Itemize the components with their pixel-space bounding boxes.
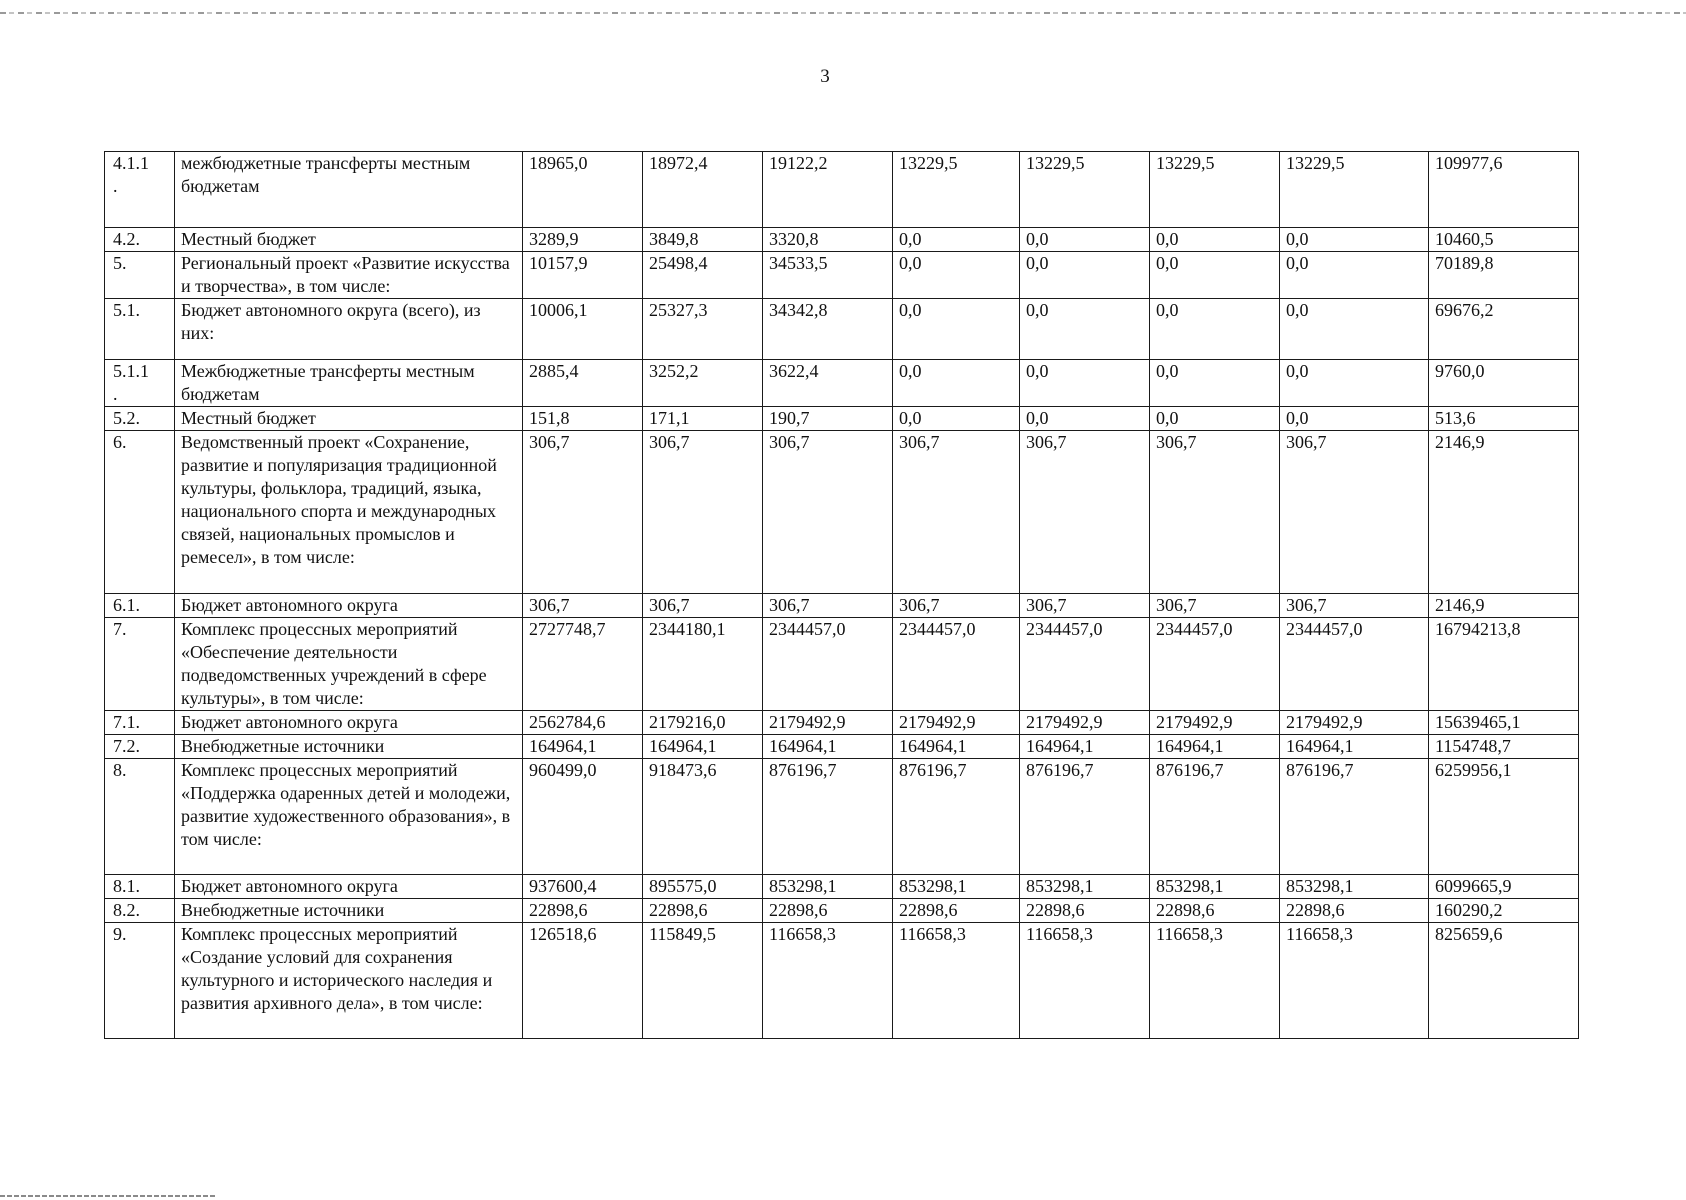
- value-cell: 116658,3: [1150, 923, 1280, 1039]
- row-name-cell: Комплекс процессных мероприятий «Обеспечение деятельности подведомственных учреждений в сфере культуры», в том числе:: [175, 618, 523, 711]
- value-cell: 2179492,9: [1020, 711, 1150, 735]
- row-name-cell: Ведомственный проект «Сохранение, развитие и популяризация традиционной культуры, фольклора, традиций, языка, национального спорта и международных связей, национальных промыслов и ремесел», в том числе:: [175, 431, 523, 594]
- value-cell: 190,7: [763, 407, 893, 431]
- row-name-cell: Межбюджетные трансферты местным бюджетам: [175, 360, 523, 407]
- value-cell: 22898,6: [1280, 899, 1429, 923]
- table-row: [105, 594, 1579, 618]
- row-total-cell: 2146,9: [1429, 431, 1579, 594]
- value-cell: 22898,6: [763, 899, 893, 923]
- value-cell: 2179492,9: [893, 711, 1020, 735]
- value-cell: 115849,5: [643, 923, 763, 1039]
- value-cell: 306,7: [893, 594, 1020, 618]
- budget-table: [104, 151, 1579, 1039]
- value-cell: 853298,1: [763, 875, 893, 899]
- value-cell: 2562784,6: [523, 711, 643, 735]
- row-number-cell: 4.2.: [105, 228, 175, 252]
- scan-edge-top: [0, 12, 1686, 14]
- value-cell: 164964,1: [893, 735, 1020, 759]
- row-number-cell: 7.2.: [105, 735, 175, 759]
- row-total-cell: 2146,9: [1429, 594, 1579, 618]
- table-row: [105, 711, 1579, 735]
- row-number-cell: 8.1.: [105, 875, 175, 899]
- value-cell: 3849,8: [643, 228, 763, 252]
- value-cell: 306,7: [1280, 431, 1429, 594]
- value-cell: 164964,1: [1280, 735, 1429, 759]
- table-row: [105, 923, 1579, 1039]
- row-name-cell: Комплекс процессных мероприятий «Поддержка одаренных детей и молодежи, развитие художественного образования», в том числе:: [175, 759, 523, 875]
- row-number-cell: 4.1.1 .: [105, 152, 175, 228]
- value-cell: 2344457,0: [763, 618, 893, 711]
- value-cell: 876196,7: [1020, 759, 1150, 875]
- table-row: [105, 299, 1579, 360]
- value-cell: 853298,1: [1020, 875, 1150, 899]
- value-cell: 895575,0: [643, 875, 763, 899]
- row-total-cell: 15639465,1: [1429, 711, 1579, 735]
- value-cell: 306,7: [643, 431, 763, 594]
- value-cell: 19122,2: [763, 152, 893, 228]
- row-number-cell: 7.: [105, 618, 175, 711]
- value-cell: 13229,5: [893, 152, 1020, 228]
- table-row: [105, 875, 1579, 899]
- value-cell: 22898,6: [1150, 899, 1280, 923]
- value-cell: 2179216,0: [643, 711, 763, 735]
- value-cell: 2344457,0: [1020, 618, 1150, 711]
- value-cell: 0,0: [893, 360, 1020, 407]
- row-name-cell: Местный бюджет: [175, 228, 523, 252]
- table-row: [105, 228, 1579, 252]
- value-cell: 13229,5: [1150, 152, 1280, 228]
- value-cell: 0,0: [893, 228, 1020, 252]
- value-cell: 306,7: [643, 594, 763, 618]
- row-number-cell: 8.: [105, 759, 175, 875]
- table-row: [105, 360, 1579, 407]
- value-cell: 0,0: [1150, 228, 1280, 252]
- value-cell: 2179492,9: [1150, 711, 1280, 735]
- row-name-cell: межбюджетные трансферты местным бюджетам: [175, 152, 523, 228]
- table-row: [105, 735, 1579, 759]
- value-cell: 306,7: [763, 431, 893, 594]
- value-cell: 13229,5: [1280, 152, 1429, 228]
- table-row: [105, 152, 1579, 228]
- row-number-cell: 9.: [105, 923, 175, 1039]
- row-total-cell: 513,6: [1429, 407, 1579, 431]
- value-cell: 306,7: [763, 594, 893, 618]
- value-cell: 22898,6: [643, 899, 763, 923]
- table-row: [105, 618, 1579, 711]
- value-cell: 18965,0: [523, 152, 643, 228]
- value-cell: 853298,1: [1280, 875, 1429, 899]
- value-cell: 2344457,0: [1150, 618, 1280, 711]
- value-cell: 0,0: [1280, 299, 1429, 360]
- value-cell: 2344457,0: [893, 618, 1020, 711]
- value-cell: 876196,7: [763, 759, 893, 875]
- value-cell: 18972,4: [643, 152, 763, 228]
- value-cell: 25498,4: [643, 252, 763, 299]
- value-cell: 0,0: [1150, 360, 1280, 407]
- value-cell: 306,7: [1020, 431, 1150, 594]
- value-cell: 0,0: [893, 252, 1020, 299]
- value-cell: 116658,3: [763, 923, 893, 1039]
- value-cell: 0,0: [1280, 252, 1429, 299]
- value-cell: 876196,7: [1150, 759, 1280, 875]
- row-number-cell: 8.2.: [105, 899, 175, 923]
- value-cell: 126518,6: [523, 923, 643, 1039]
- value-cell: 853298,1: [1150, 875, 1280, 899]
- value-cell: 22898,6: [1020, 899, 1150, 923]
- value-cell: 0,0: [1280, 360, 1429, 407]
- value-cell: 10157,9: [523, 252, 643, 299]
- value-cell: 0,0: [1150, 407, 1280, 431]
- row-total-cell: 9760,0: [1429, 360, 1579, 407]
- row-total-cell: 825659,6: [1429, 923, 1579, 1039]
- page-number: 3: [820, 66, 830, 87]
- row-name-cell: Внебюджетные источники: [175, 735, 523, 759]
- value-cell: 0,0: [1150, 299, 1280, 360]
- value-cell: 164964,1: [1020, 735, 1150, 759]
- row-name-cell: Бюджет автономного округа: [175, 711, 523, 735]
- value-cell: 0,0: [1020, 252, 1150, 299]
- value-cell: 853298,1: [893, 875, 1020, 899]
- row-number-cell: 5.: [105, 252, 175, 299]
- row-total-cell: 70189,8: [1429, 252, 1579, 299]
- value-cell: 0,0: [1020, 228, 1150, 252]
- value-cell: 171,1: [643, 407, 763, 431]
- row-name-cell: Внебюджетные источники: [175, 899, 523, 923]
- row-number-cell: 5.1.: [105, 299, 175, 360]
- value-cell: 25327,3: [643, 299, 763, 360]
- value-cell: 164964,1: [763, 735, 893, 759]
- value-cell: 116658,3: [893, 923, 1020, 1039]
- value-cell: 0,0: [1020, 407, 1150, 431]
- row-total-cell: 109977,6: [1429, 152, 1579, 228]
- value-cell: 3289,9: [523, 228, 643, 252]
- row-total-cell: 69676,2: [1429, 299, 1579, 360]
- value-cell: 164964,1: [1150, 735, 1280, 759]
- value-cell: 34342,8: [763, 299, 893, 360]
- value-cell: 151,8: [523, 407, 643, 431]
- value-cell: 164964,1: [523, 735, 643, 759]
- value-cell: 306,7: [523, 431, 643, 594]
- value-cell: 2179492,9: [1280, 711, 1429, 735]
- table-row: [105, 431, 1579, 594]
- value-cell: 3252,2: [643, 360, 763, 407]
- row-total-cell: 6099665,9: [1429, 875, 1579, 899]
- row-total-cell: 1154748,7: [1429, 735, 1579, 759]
- row-number-cell: 5.2.: [105, 407, 175, 431]
- value-cell: 306,7: [1280, 594, 1429, 618]
- table-row: [105, 252, 1579, 299]
- row-number-cell: 6.: [105, 431, 175, 594]
- value-cell: 918473,6: [643, 759, 763, 875]
- table-row: [105, 899, 1579, 923]
- value-cell: 164964,1: [643, 735, 763, 759]
- row-number-cell: 6.1.: [105, 594, 175, 618]
- value-cell: 2179492,9: [763, 711, 893, 735]
- row-name-cell: Местный бюджет: [175, 407, 523, 431]
- row-name-cell: Региональный проект «Развитие искусства и творчества», в том числе:: [175, 252, 523, 299]
- value-cell: 960499,0: [523, 759, 643, 875]
- value-cell: 22898,6: [523, 899, 643, 923]
- value-cell: 876196,7: [893, 759, 1020, 875]
- value-cell: 13229,5: [1020, 152, 1150, 228]
- row-name-cell: Бюджет автономного округа: [175, 594, 523, 618]
- value-cell: 876196,7: [1280, 759, 1429, 875]
- row-number-cell: 7.1.: [105, 711, 175, 735]
- table-row: [105, 407, 1579, 431]
- value-cell: 306,7: [1150, 594, 1280, 618]
- value-cell: 3320,8: [763, 228, 893, 252]
- row-name-cell: Бюджет автономного округа (всего), из них:: [175, 299, 523, 360]
- value-cell: 306,7: [1020, 594, 1150, 618]
- value-cell: 0,0: [1020, 299, 1150, 360]
- row-name-cell: Бюджет автономного округа: [175, 875, 523, 899]
- value-cell: 22898,6: [893, 899, 1020, 923]
- value-cell: 0,0: [1020, 360, 1150, 407]
- value-cell: 34533,5: [763, 252, 893, 299]
- value-cell: 306,7: [523, 594, 643, 618]
- value-cell: 3622,4: [763, 360, 893, 407]
- value-cell: 2885,4: [523, 360, 643, 407]
- row-total-cell: 6259956,1: [1429, 759, 1579, 875]
- value-cell: 116658,3: [1020, 923, 1150, 1039]
- value-cell: 0,0: [1150, 252, 1280, 299]
- row-number-cell: 5.1.1 .: [105, 360, 175, 407]
- value-cell: 2344180,1: [643, 618, 763, 711]
- scan-edge-bottom: [0, 1195, 215, 1197]
- value-cell: 116658,3: [1280, 923, 1429, 1039]
- value-cell: 306,7: [1150, 431, 1280, 594]
- row-name-cell: Комплекс процессных мероприятий «Создание условий для сохранения культурного и исторического наследия и развития архивного дела», в том числе:: [175, 923, 523, 1039]
- value-cell: 0,0: [893, 407, 1020, 431]
- row-total-cell: 16794213,8: [1429, 618, 1579, 711]
- value-cell: 0,0: [1280, 228, 1429, 252]
- value-cell: 10006,1: [523, 299, 643, 360]
- table-row: [105, 759, 1579, 875]
- value-cell: 0,0: [893, 299, 1020, 360]
- row-total-cell: 10460,5: [1429, 228, 1579, 252]
- value-cell: 0,0: [1280, 407, 1429, 431]
- value-cell: 2344457,0: [1280, 618, 1429, 711]
- value-cell: 2727748,7: [523, 618, 643, 711]
- value-cell: 937600,4: [523, 875, 643, 899]
- row-total-cell: 160290,2: [1429, 899, 1579, 923]
- value-cell: 306,7: [893, 431, 1020, 594]
- budget-table-body: [105, 152, 1579, 1039]
